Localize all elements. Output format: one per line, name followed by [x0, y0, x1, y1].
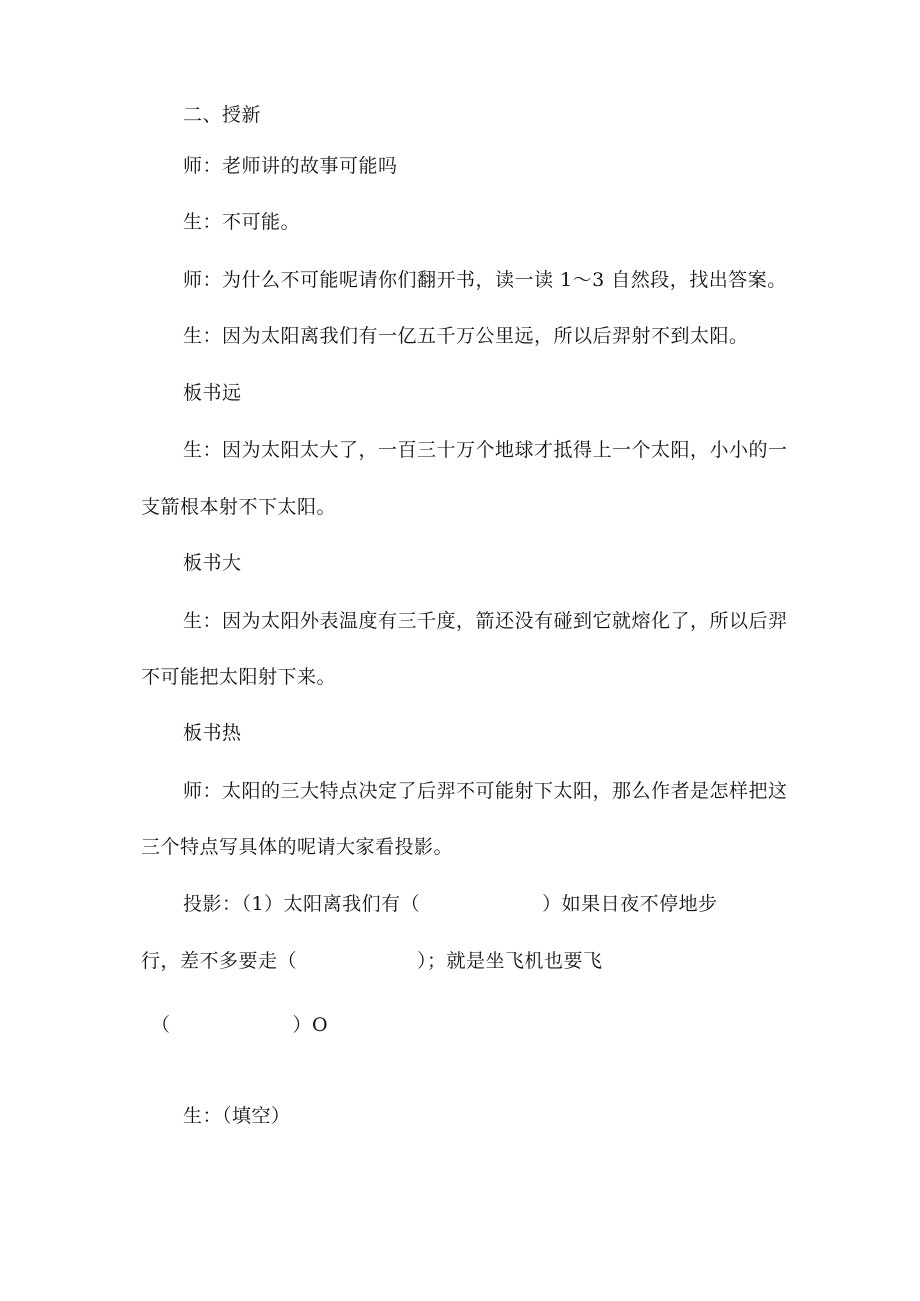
board-note: 板书远	[183, 382, 242, 404]
projection-line-2-suffix: ）；就是坐飞机也要飞	[417, 950, 603, 972]
projection-line-1	[183, 892, 718, 916]
projection-line-1-prefix: 投影：（1）太阳离我们有（	[183, 893, 421, 915]
student-answer-line: 生：（填空）	[183, 1105, 291, 1127]
projection-line-2-prefix: 行，差不多要走（	[141, 950, 298, 972]
dialogue-line: 生：因为太阳离我们有一亿五千万公里远，所以后羿射不到太阳。	[183, 325, 749, 347]
dialogue-line-continuation: 三个特点写具体的呢请大家看投影。	[141, 836, 454, 858]
dialogue-line: 师：老师讲的故事可能吗	[183, 155, 398, 177]
projection-line-3-prefix: （	[151, 1014, 171, 1036]
projection-line-3-suffix: ）O	[292, 1014, 329, 1036]
board-note: 板书热	[183, 722, 242, 744]
dialogue-line: 生：因为太阳外表温度有三千度，箭还没有碰到它就熔化了，所以后羿	[183, 610, 788, 632]
section-title: 二、授新	[183, 104, 262, 126]
projection-line-2	[141, 949, 603, 973]
dialogue-line: 生：因为太阳太大了，一百三十万个地球才抵得上一个太阳，小小的一	[183, 439, 788, 461]
dialogue-line-continuation: 支箭根本射不下太阳。	[141, 496, 337, 518]
projection-line-1-suffix: ）如果日夜不停地步	[542, 893, 718, 915]
dialogue-line-continuation: 不可能把太阳射下来。	[141, 666, 337, 688]
dialogue-line: 生：不可能。	[183, 211, 301, 233]
board-note: 板书大	[183, 552, 242, 574]
dialogue-line: 师：太阳的三大特点决定了后羿不可能射下太阳，那么作者是怎样把这	[183, 780, 788, 802]
dialogue-line: 师：为什么不可能呢请你们翻开书，读一读 1～3 自然段，找出答案。	[183, 269, 787, 291]
projection-line-3	[151, 1013, 328, 1037]
